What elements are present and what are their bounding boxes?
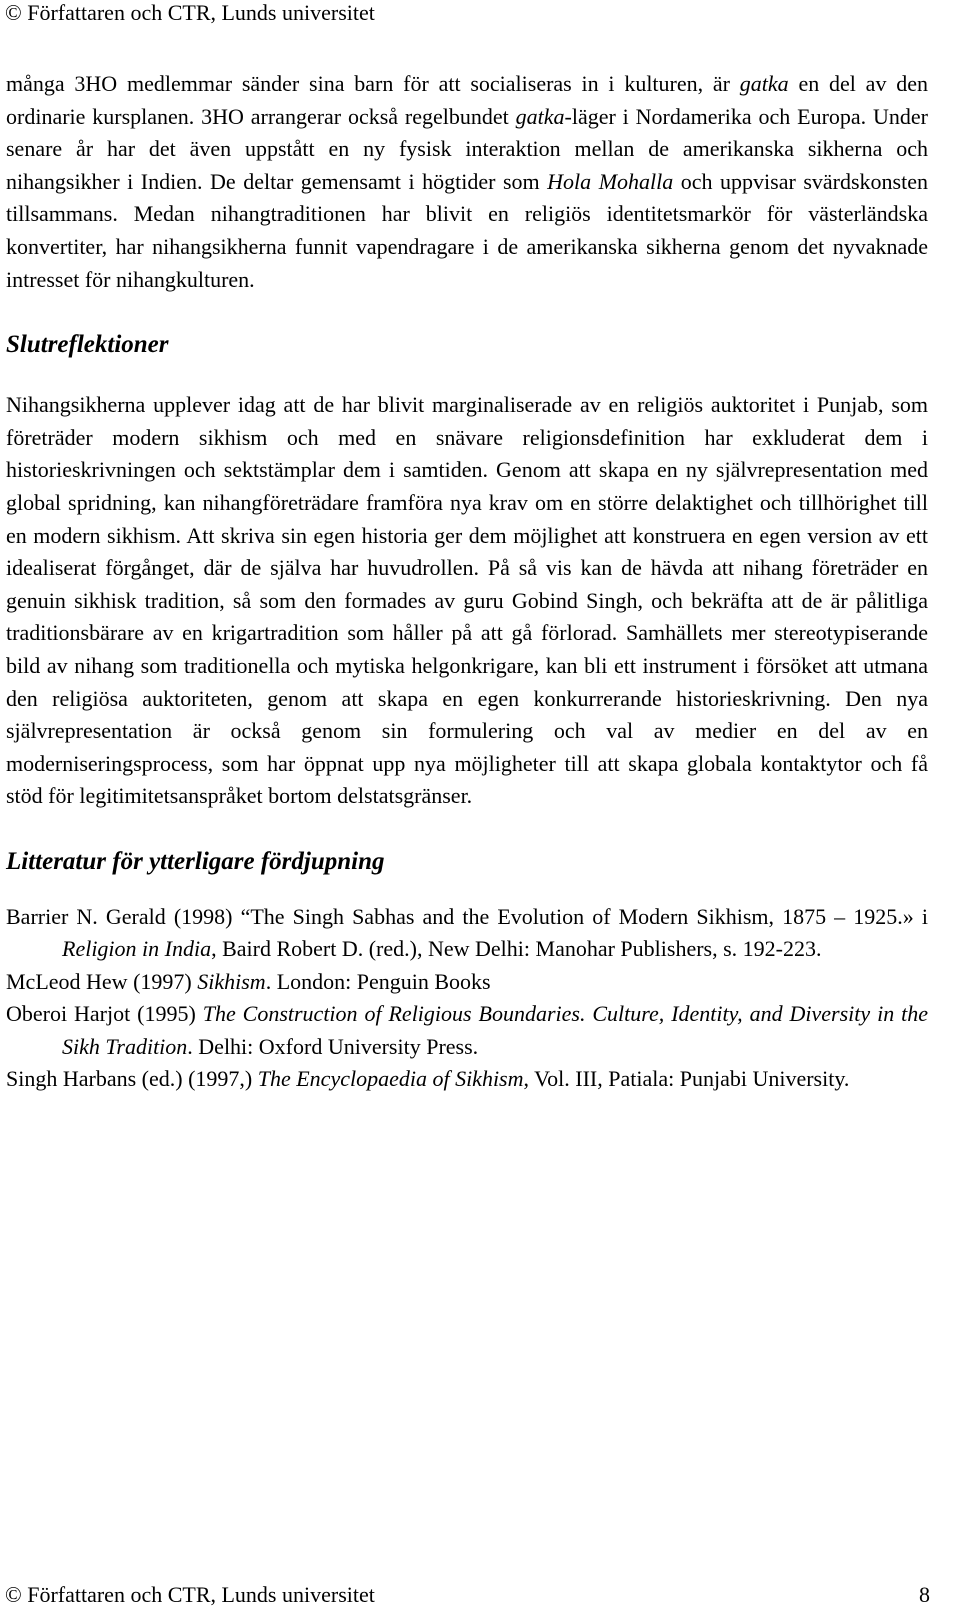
- intro-term-hola-mohalla: Hola Mohalla: [547, 168, 674, 194]
- reference-publisher: , Baird Robert D. (red.), New Delhi: Manohar Publishers, s. 192-223.: [211, 936, 822, 962]
- reference-publisher: . Delhi: Oxford University Press.: [187, 1033, 479, 1059]
- intro-text-1: många 3HO medlemmar sänder sina barn för att socialiseras in i kulturen, är: [6, 71, 740, 96]
- reference-item: [6, 966, 928, 999]
- section-paragraph-slutreflektioner: Nihangsikherna upplever idag att de har blivit marginaliserade av en religiös auktoritet i Punjab, som företräder modern sikhism och med en snävare religionsdefinition har exkluderat dem i historieskrivningen och sektstämplar dem i samtiden. Genom att skapa en ny självrepresentation med global spridning, kan nihangföreträdare framföra nya krav om en större delaktighet och tillhörighet till en modern sikhism. Att skriva sin egen historia ger dem möjlighet att konstruera en egen version av ett idealiserat förgånget, där de själva har huvudrollen. På så vis kan de hävda att nihang företräder en genuin sikhisk tradition, så som den formades av guru Gobind Singh, och bekräfta att de är pålitliga traditionsbärare av en krigartradition som håller på att gå förlorad. Samhällets mer stereotypiserande bild av nihang som traditionella och mytiska helgonkrigare, kan bli ett instrument i försöket att utmana den religiösa auktoriteten, genom att skapa en egen konkurrerande historieskrivning. Den nya självrepresentation är också genom sin formulering och val av medier en del av en moderniseringsprocess, som har öppnat upp nya möjligheter till att skapa globala kontaktytor och få stöd för legitimitetsanspråket bortom delstatsgränser.: [6, 392, 928, 809]
- page-number: 8: [919, 1582, 930, 1607]
- intro-term-gatka-2: gatka: [515, 103, 565, 129]
- reference-list: [6, 901, 928, 1096]
- reference-title: Sikhism: [197, 968, 266, 994]
- page-footer: [5, 1582, 930, 1608]
- reference-item: [6, 998, 928, 1063]
- reference-author: McLeod Hew (1997): [6, 968, 198, 994]
- page-header: © Författaren och CTR, Lunds universitet: [5, 0, 375, 25]
- reference-publisher: . London: Penguin Books: [265, 968, 491, 994]
- reference-title: The Encyclopaedia of Sikhism: [257, 1066, 524, 1092]
- reference-item: [6, 1063, 928, 1096]
- reference-author: Oberoi Harjot (1995): [6, 1001, 203, 1027]
- intro-paragraph: [6, 68, 928, 296]
- reference-publisher: , Vol. III, Patiala: Punjabi University.: [523, 1066, 850, 1092]
- intro-text-3: -läger i Nordamerika och Europa. Under senare år har det även uppstått en ny fysisk interaktion mellan de amerikanska sikherna och nihangsikher i Indien. De deltar gemensamt i högtider som: [6, 103, 928, 194]
- intro-term-gatka: gatka: [739, 71, 789, 96]
- reference-author: Singh Harbans (ed.) (1997,): [6, 1066, 258, 1092]
- reference-author: Barrier N. Gerald (1998) “The Singh Sabhas and the Evolution of Modern Sikhism, 1875 – 1925.» i: [6, 903, 928, 929]
- intro-text-2: en del av den ordinarie kursplanen. 3HO arrangerar också regelbundet: [6, 71, 928, 129]
- page-body: [6, 68, 928, 1096]
- section-heading-slutreflektioner: Slutreflektioner: [6, 331, 169, 359]
- reference-item: [6, 901, 928, 966]
- section-heading-litteratur: Litteratur för ytterligare fördjupning: [6, 847, 385, 875]
- intro-text-4: och uppvisar svärdskonsten tillsammans. Medan nihangtraditionen har blivit en religiös identitetsmarkör för västerländska konvertiter, har nihangsikherna funnit vapendragare i de amerikanska sikherna genom det nyvaknade intresset för nihangkulturen.: [6, 168, 928, 292]
- reference-title: Religion in India: [62, 936, 212, 962]
- reference-title: The Construction of Religious Boundaries. Culture, Identity, and Diversity in the Sikh Tradition: [62, 1001, 928, 1059]
- footer-copyright: © Författaren och CTR, Lunds universitet: [5, 1582, 375, 1607]
